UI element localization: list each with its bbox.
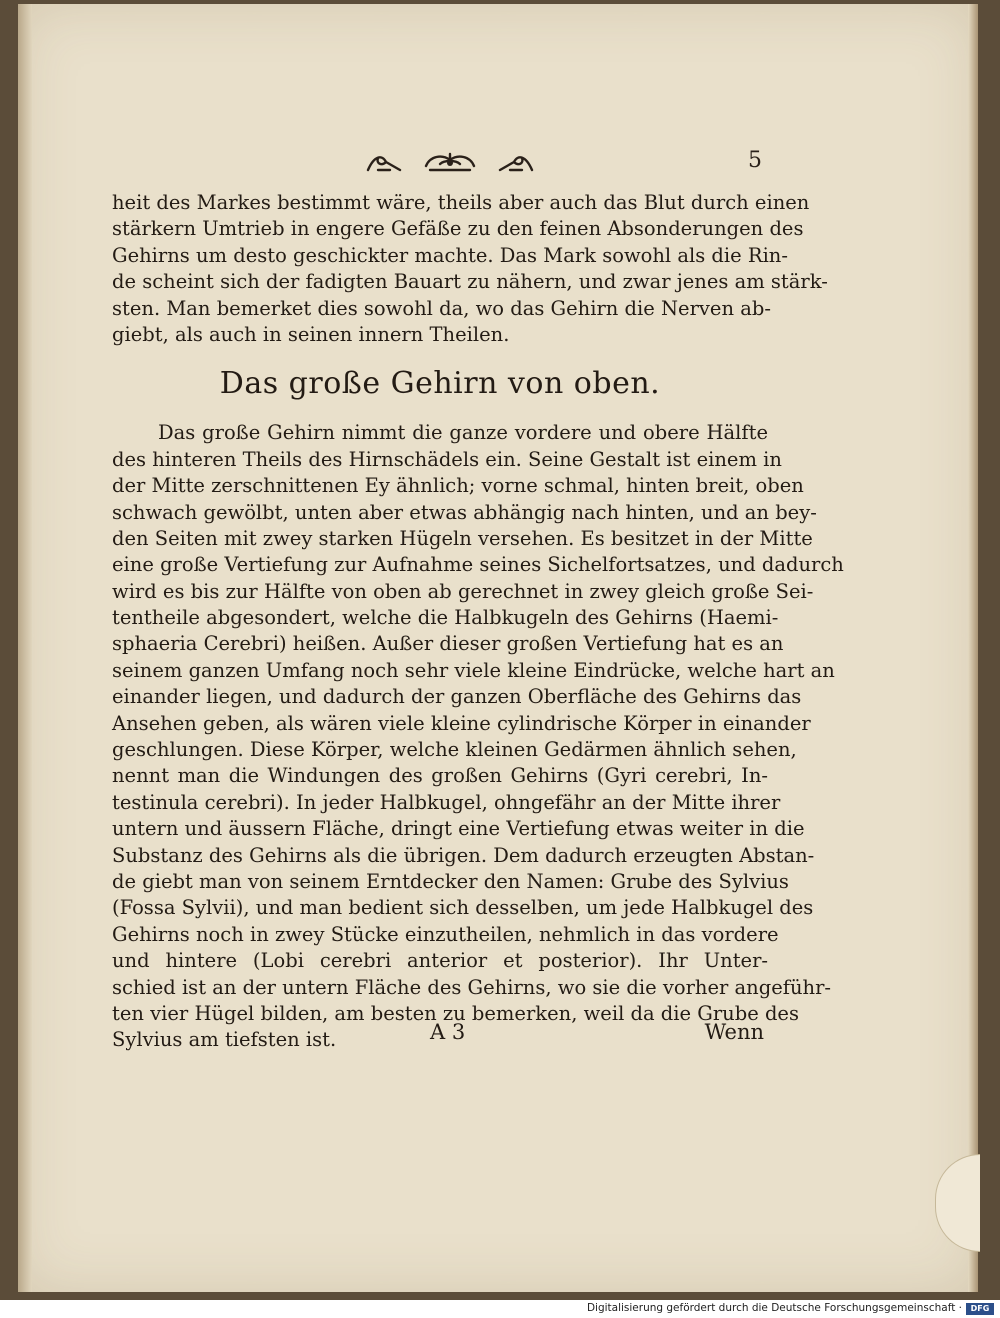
text-line: Substanz des Gehirns als die übrigen. Dem dadurch erzeugten Abstan- xyxy=(112,843,815,867)
text-line: (Fossa Sylvii), und man bedient sich desselben, um jede Halbkugel des xyxy=(112,896,814,920)
page-number: 5 xyxy=(748,148,762,173)
text-line: stärkern Umtrieb in engere Gefäße zu den feinen Absonderungen des xyxy=(112,217,804,241)
text-line: und hintere (Lobi cerebri anterior et posterior). Ihr Unter- xyxy=(112,949,768,973)
text-line: sphaeria Cerebri) heißen. Außer dieser großen Vertiefung hat es an xyxy=(112,632,784,656)
text-line: den Seiten mit zwey starken Hügeln versehen. Es besitzet in der Mitte xyxy=(112,526,813,550)
catchword: Wenn xyxy=(704,1020,764,1044)
text-line: heit des Markes bestimmt wäre, theils aber auch das Blut durch einen xyxy=(112,191,810,214)
text-line: nennt man die Windungen des großen Gehirns (Gyri cerebri, In- xyxy=(112,764,768,788)
credit-text: Digitalisierung gefördert durch die Deutsche Forschungsgemeinschaft · xyxy=(586,1302,962,1314)
credit-bar xyxy=(0,1300,1000,1318)
text-line: de giebt man von seinem Erntdecker den Namen: Grube des Sylvius xyxy=(112,869,789,893)
text-line: wird es bis zur Hälfte von oben ab gerechnet in zwey gleich große Sei- xyxy=(112,579,814,603)
page-gutter-shadow xyxy=(18,4,32,1292)
dfg-logo: DFG xyxy=(966,1303,994,1315)
page-tab xyxy=(935,1154,980,1252)
text-line: schied ist an der untern Fläche des Gehirns, wo sie die vorher angeführ- xyxy=(112,975,831,999)
text-line: tentheile abgesondert, welche die Halbkugeln des Gehirns (Haemi- xyxy=(112,606,779,630)
text-line: Gehirns um desto geschickter machte. Das Mark sowohl als die Rin- xyxy=(112,243,788,267)
text-line: Das große Gehirn nimmt die ganze vordere und obere Hälfte xyxy=(158,421,768,445)
text-line: Gehirns noch in zwey Stücke einzutheilen, nehmlich in das vordere xyxy=(112,922,779,946)
text-line: geschlungen. Diese Körper, welche kleinen Gedärmen ähnlich sehen, xyxy=(112,738,797,762)
text-line: des hinteren Theils des Hirnschädels ein. Seine Gestalt ist einem in xyxy=(112,447,782,471)
page-footer-row xyxy=(112,1020,768,1050)
ornament-icon xyxy=(360,148,540,178)
text-line: untern und äussern Fläche, dringt eine Vertiefung etwas weiter in die xyxy=(112,817,805,841)
page-edge xyxy=(968,4,978,1292)
text-line: ten vier Hügel bilden, am besten zu bemerken, weil da die Grube des xyxy=(112,1001,799,1025)
text-line: eine große Vertiefung zur Aufnahme seines Sichelfortsatzes, und dadurch xyxy=(112,553,844,577)
page-body xyxy=(112,190,844,1054)
text-line: de scheint sich der fadigten Bauart zu nähern, und zwar jenes am stärk- xyxy=(112,270,828,294)
text-line: Ansehen geben, als wären viele kleine cylindrische Körper in einander xyxy=(112,711,811,735)
signature-mark: A 3 xyxy=(430,1020,466,1044)
text-line: Sylvius am tiefsten ist. xyxy=(112,1028,337,1052)
text-line: seinem ganzen Umfang noch sehr viele kleine Eindrücke, welche hart an xyxy=(112,658,835,682)
text-line: sten. Man bemerket dies sowohl da, wo das Gehirn die Nerven ab- xyxy=(112,296,771,320)
text-line: einander liegen, und dadurch der ganzen Oberfläche des Gehirns das xyxy=(112,685,802,709)
text-line: testinula cerebri). In jeder Halbkugel, ohngefähr an der Mitte ihrer xyxy=(112,790,781,814)
text-line: schwach gewölbt, unten aber etwas abhängig nach hinten, und an bey- xyxy=(112,500,817,524)
text-line: giebt, als auch in seinen innern Theilen. xyxy=(112,322,510,346)
text-line: der Mitte zerschnittenen Ey ähnlich; vorne schmal, hinten breit, oben xyxy=(112,474,804,498)
section-heading: Das große Gehirn von oben. xyxy=(219,366,661,402)
